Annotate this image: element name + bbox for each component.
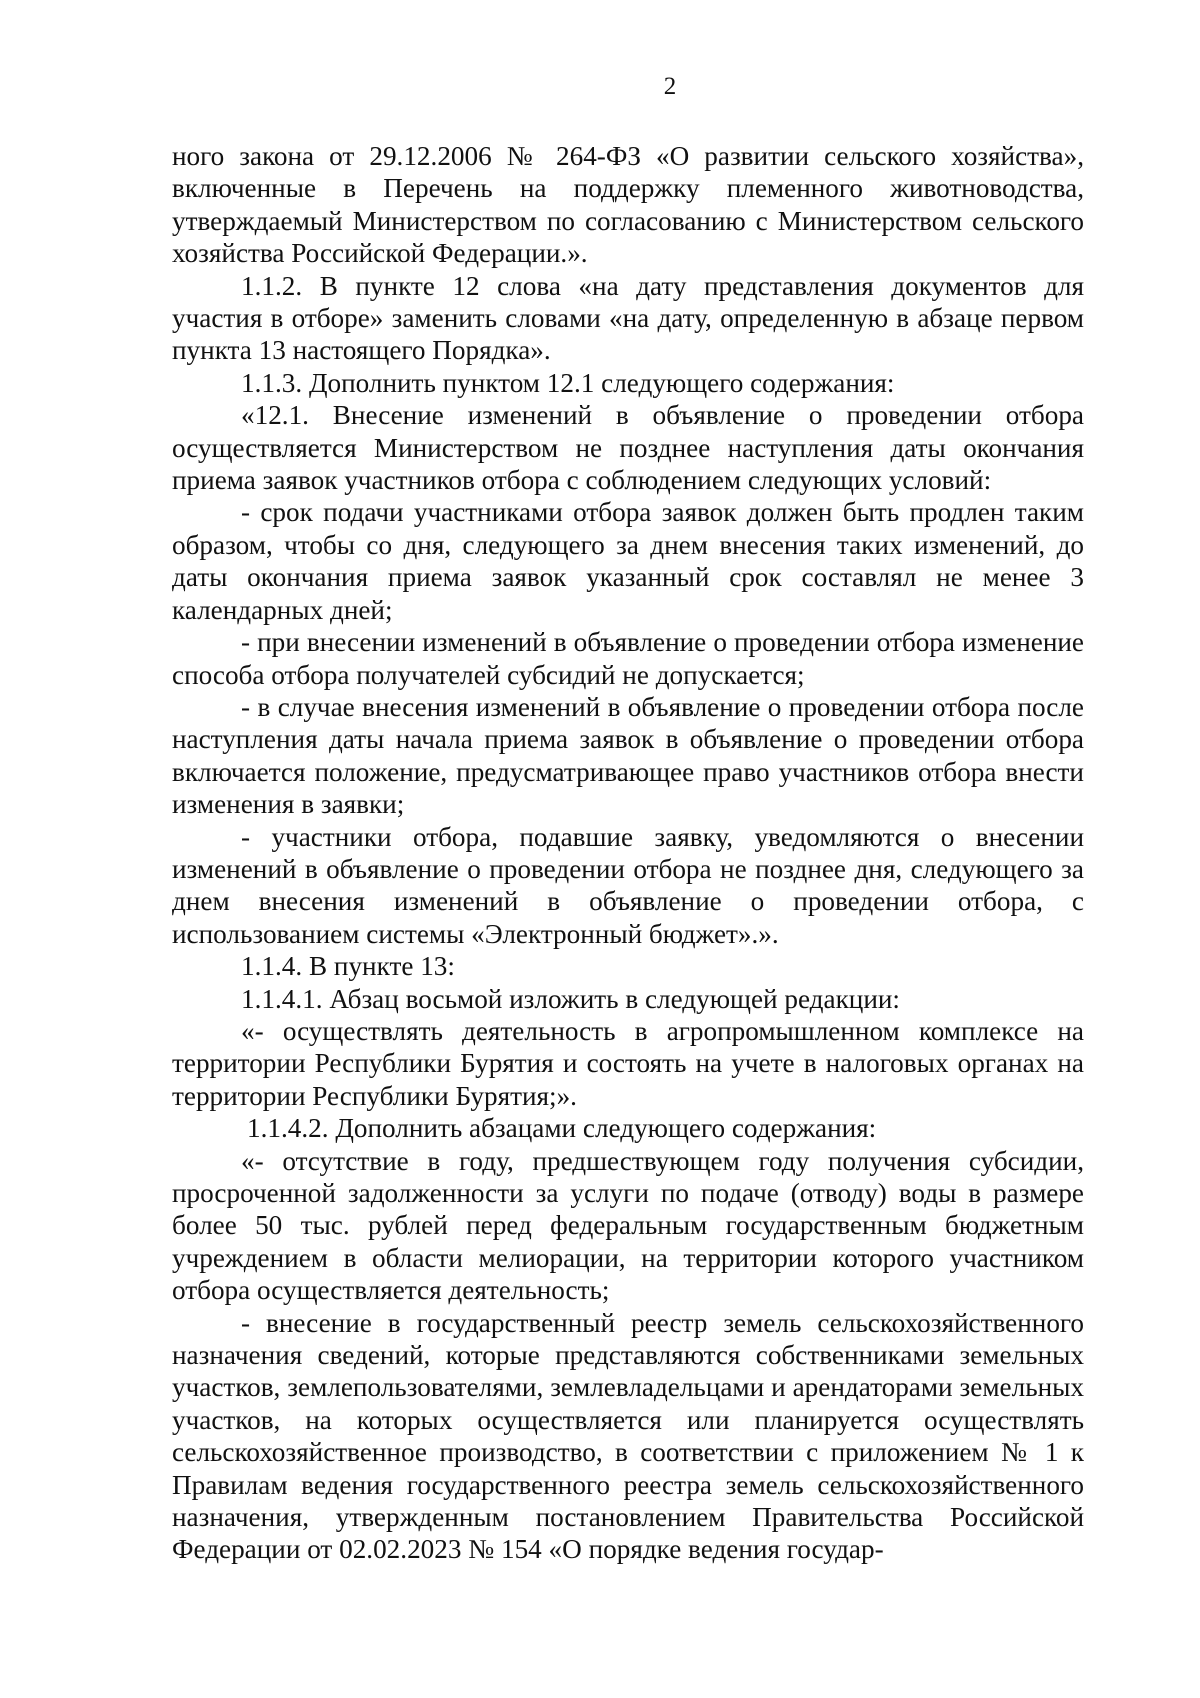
list-item-application-changes: - в случае внесения изменений в объявление о проведении отбора после наступления даты начала приема заявок в объявление о проведении отбора включается положение, предусматривающее право участников отбора внести изменения в заявки; <box>172 691 1084 820</box>
list-item-participant-notification: - участники отбора, подавшие заявку, уведомляются о внесении изменений в объявление о проведении отбора не позднее дня, следующего за днем внесения изменений в объявление о проведении отбора, с использованием системы «Электронный бюджет».». <box>172 821 1084 949</box>
paragraph-12-1: «12.1. Внесение изменений в объявление о проведении отбора осуществляется Министерством не позднее наступления даты окончания приема заявок участников отбора с соблюдением следующих условий: <box>172 400 1084 496</box>
paragraph-1-1-4-1: 1.1.4.1. Абзац восьмой изложить в следующей редакции: <box>241 983 900 1014</box>
paragraph-1-1-3: 1.1.3. Дополнить пунктом 12.1 следующего содержания: <box>241 367 895 398</box>
paragraph-law-continuation: ного закона от 29.12.2006 № 264-ФЗ «О развитии сельского хозяйства», включенные в Перечень на поддержку племенного животноводства, утверждаемый Министерством по согласованию с Министерством сельского хозяйства Российской Федерации.». <box>172 141 1084 269</box>
paragraph-agro-activity: «- осуществлять деятельность в агропромышленном комплексе на территории Республики Бурятия и состоять на учете в налоговых органах на территории Республики Бурятия;». <box>172 1015 1084 1111</box>
list-item-deadline-extension: - срок подачи участниками отбора заявок должен быть продлен таким образом, чтобы со дня, следующего за днем внесения таких изменений, до даты окончания приема заявок указанный срок составлял не менее 3 календарных дней; <box>172 497 1084 625</box>
list-item-land-registry: - внесение в государственный реестр земель сельскохозяйственного назначения сведений, которые представляются собственниками земельных участков, землепользователями, землевладельцами и арендаторами земельных участков, на которых осуществляется или планируется осуществлять сельскохозяйственное производство, в соответствии с приложением № 1 к Правилам ведения государственного реестра земель сельскохозяйственного назначения, утвержденным постановлением Правительства Российской Федерации от 02.02.2023 № 154 «О порядке ведения государ- <box>172 1307 1084 1565</box>
paragraph-1-1-4-2: 1.1.4.2. Дополнить абзацами следующего содержания: <box>247 1113 877 1144</box>
document-body <box>172 140 1084 1566</box>
page-number: 2 <box>663 73 677 100</box>
list-item-selection-method: - при внесении изменений в объявление о проведении отбора изменение способа отбора получателей субсидий не допускается; <box>172 627 1084 690</box>
paragraph-1-1-4: 1.1.4. В пункте 13: <box>241 951 455 982</box>
list-item-water-debt: «- отсутствие в году, предшествующем году получения субсидии, просроченной задолженности за услуги по подаче (отводу) воды в размере более 50 тыс. рублей перед федеральным государственным бюджетным учреждением в области мелиорации, на территории которого участником отбора осуществляется деятельность; <box>172 1145 1084 1306</box>
paragraph-1-1-2: 1.1.2. В пункте 12 слова «на дату представления документов для участия в отборе» заменить словами «на дату, определенную в абзаце первом пункта 13 настоящего Порядка». <box>172 270 1084 366</box>
